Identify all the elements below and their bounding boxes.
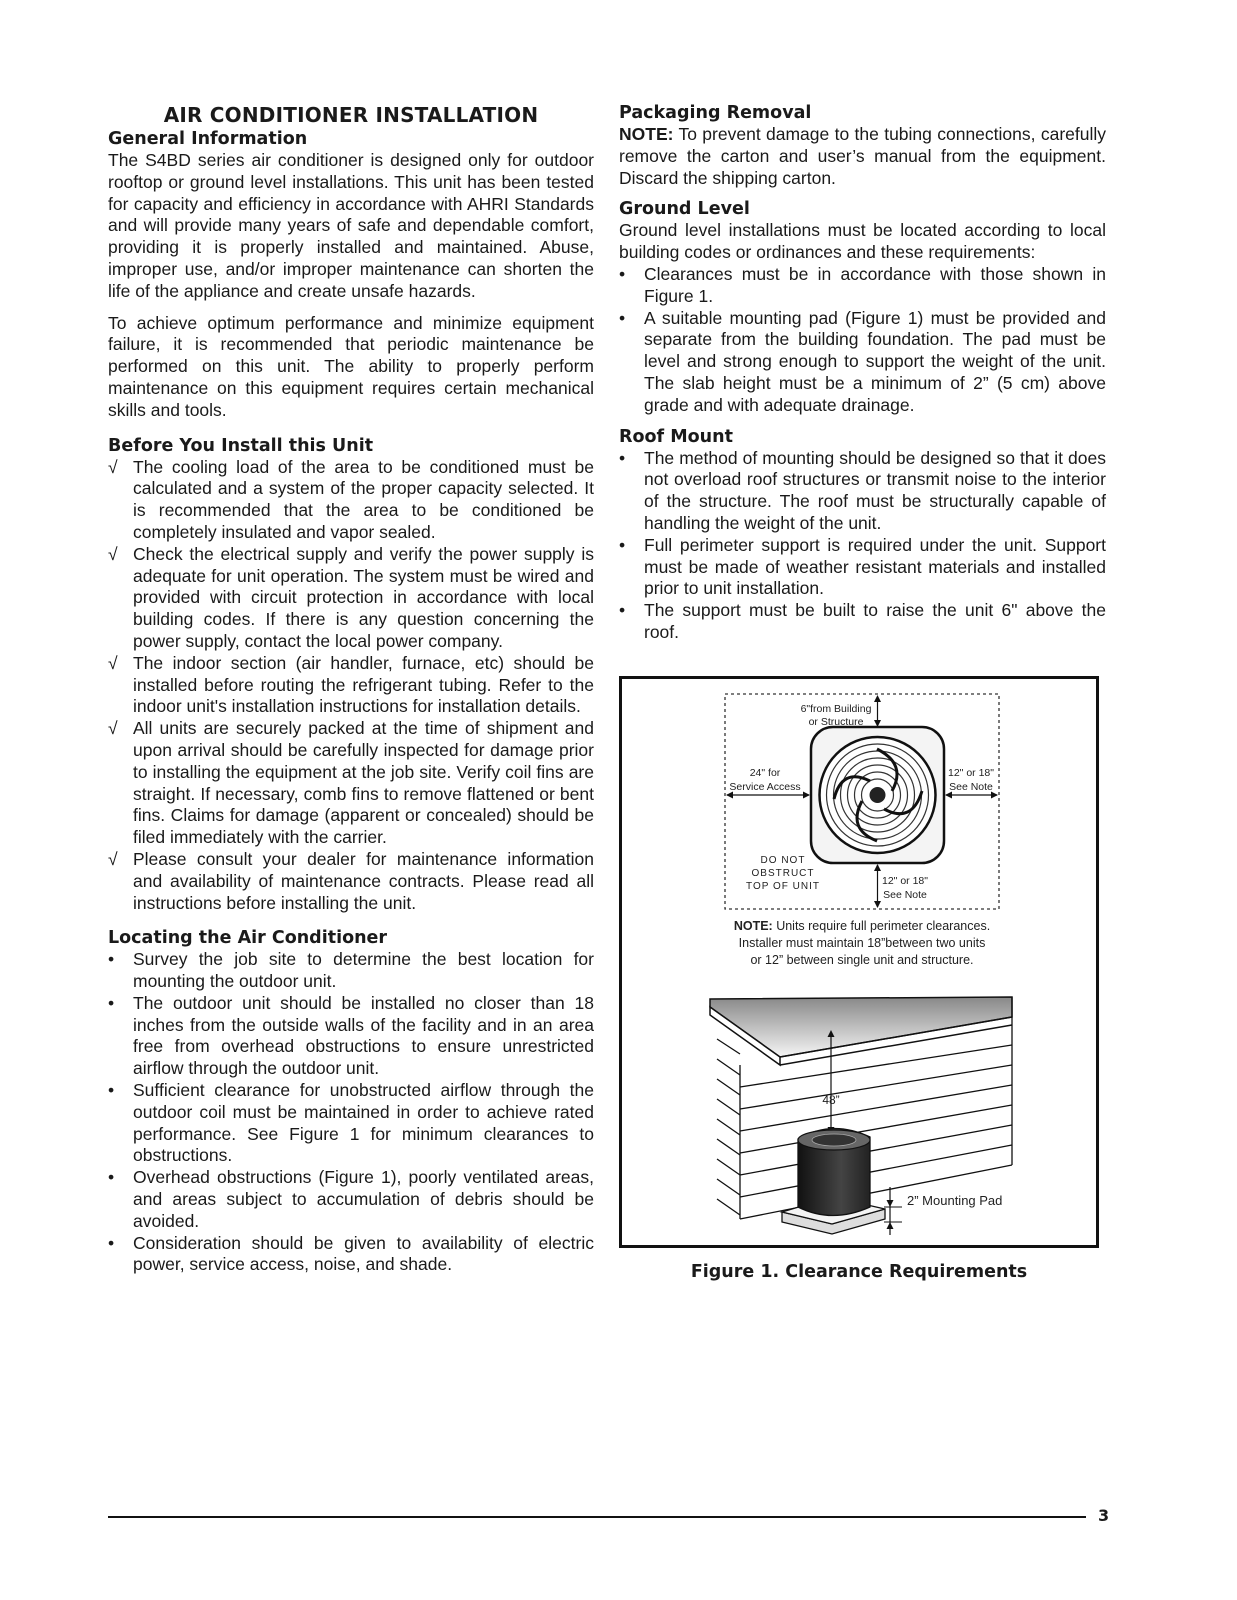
ground-level-intro: Ground level installations must be located according to local building codes or ordinances and these requirements: (619, 220, 1106, 263)
list-item: • Survey the job site to determine the best location for mounting the outdoor unit. (108, 949, 594, 992)
general-info-paragraph-2: To achieve optimum performance and minimize equipment failure, it is recommended that periodic maintenance be performed on this unit. The ability to properly perform maintenance on this equipment requires certain mechanical skills and tools. (108, 312, 594, 420)
list-item: • Full perimeter support is required under the unit. Support must be made of weather resistant materials and installed prior to unit installation. (619, 534, 1106, 599)
bullet-icon: • (108, 1167, 115, 1188)
general-info-heading: General Information (108, 129, 308, 149)
bullet-icon: • (619, 447, 626, 468)
do-not-obstruct-label-3: TOP OF UNIT (746, 881, 820, 892)
bullet-icon: • (619, 263, 626, 284)
right-column (619, 103, 1106, 644)
check-mark-icon: √ (108, 456, 118, 477)
list-item: • The method of mounting should be designed so that it does not overload roof structures or transmit noise to the interior of the structure. The roof must be structurally capable of handling the weight of the unit. (619, 447, 1106, 533)
figure-note-line-3: or 12” between single unit and structure. (750, 953, 974, 967)
do-not-obstruct-label: DO NOT (760, 855, 806, 866)
list-item: • Consideration should be given to availability of electric power, service access, noise, and shade. (108, 1232, 594, 1275)
checklist-item: √ Check the electrical supply and verify the power supply is adequate for unit operation. The system must be wired and provided with circuit protection in accordance with local building codes. If there is any question concerning the power supply, contact the local power company. (108, 543, 594, 651)
bullet-icon: • (108, 949, 115, 970)
checklist-item: √ The cooling load of the area to be conditioned must be calculated and a system of the proper capacity selected. It is recommended that the area to be conditioned be completely insulated and vapor sealed. (108, 456, 594, 542)
right-clearance-label-2: See Note (949, 781, 993, 793)
packaging-note: NOTE: To prevent damage to the tubing connections, carefully remove the carton and user’s manual from the equipment. Discard the shipping carton. (619, 124, 1106, 188)
fan-hub (870, 787, 886, 803)
list-item: • Overhead obstructions (Figure 1), poorly ventilated areas, and areas subject to accumulation of debris should be avoided. (108, 1167, 594, 1231)
clearance-figure (619, 676, 1099, 1248)
ground-level-list (619, 264, 1106, 417)
list-item: • The support must be built to raise the unit 6" above the roof. (619, 600, 1106, 642)
check-mark-icon: √ (108, 718, 118, 739)
check-mark-icon: √ (108, 652, 118, 673)
bullet-icon: • (619, 534, 626, 555)
list-item: • The outdoor unit should be installed no closer than 18 inches from the outside walls of the facility and in an area free from overhead obstructions to ensure unrestricted airflow through the outdoor unit. (108, 992, 594, 1079)
checklist-item: √ All units are securely packed at the time of shipment and upon arrival should be carefully inspected for damage prior to installing the equipment at the job site. Verify coil fins are straight. If necessary, comb fins to remove flattened or bent fins. Claims for damage (apparent or concealed) should be filed immediately with the carrier. (108, 718, 594, 848)
page-title: AIR CONDITIONER INSTALLATION (163, 103, 539, 127)
figure-caption: Figure 1. Clearance Requirements (690, 1262, 1028, 1282)
bottom-clearance-label-2: See Note (883, 889, 927, 901)
roof-mount-heading: Roof Mount (619, 426, 733, 447)
footer-rule (108, 1516, 1086, 1518)
bullet-icon: • (108, 1080, 115, 1101)
general-info-paragraph-1: The S4BD series air conditioner is designed only for outdoor rooftop or ground level installations. This unit has been tested for capacity and efficiency in accordance with AHRI Standards and will provide many years of safe and dependable comfort, providing it is properly installed and maintained. Abuse, improper use, and/or improper maintenance can shorten the life of the appliance and create unsafe hazards. (108, 150, 594, 301)
figure-note-line-1: NOTE: Units require full perimeter clearances. (733, 919, 991, 933)
roof-mount-list (619, 448, 1106, 644)
right-clearance-label: 12" or 18" (948, 767, 994, 779)
left-clearance-label: 24" for (749, 767, 781, 779)
locating-list (108, 949, 594, 1276)
top-clearance-label-2: or Structure (808, 716, 864, 728)
packaging-heading: Packaging Removal (619, 103, 812, 123)
mounting-pad-label: 2” Mounting Pad (907, 1193, 1003, 1208)
left-clearance-label-2: Service Access (729, 781, 801, 793)
page-number: 3 (1098, 1506, 1110, 1525)
left-column (108, 103, 594, 1276)
checklist-item: √ Please consult your dealer for maintenance information and availability of maintenance contracts. Please read all instructions before installing the unit. (108, 848, 594, 913)
list-item: • Clearances must be in accordance with those shown in Figure 1. (619, 263, 1106, 306)
ground-level-heading: Ground Level (619, 199, 750, 220)
bullet-icon: • (108, 1232, 115, 1253)
bottom-clearance-label: 12" or 18" (882, 875, 928, 887)
clearance-diagram (622, 679, 1095, 1244)
list-item: • A suitable mounting pad (Figure 1) must be provided and separate from the building foundation. The pad must be level and strong enough to support the weight of the unit. The slab height must be a minimum of 2” (5 cm) above grade and with adequate drainage. (619, 307, 1106, 415)
bullet-icon: • (619, 307, 626, 328)
bullet-icon: • (619, 600, 626, 621)
before-install-checklist (108, 457, 594, 915)
height-label: 48” (822, 1093, 840, 1107)
do-not-obstruct-label-2: OBSTRUCT (751, 868, 815, 879)
note-label: NOTE: (619, 124, 674, 144)
bullet-icon: • (108, 992, 115, 1013)
list-item: • Sufficient clearance for unobstructed airflow through the outdoor coil must be maintained in order to achieve rated performance. See Figure 1 for minimum clearances to obstructions. (108, 1080, 594, 1166)
check-mark-icon: √ (108, 543, 118, 564)
before-install-heading: Before You Install this Unit (108, 435, 374, 456)
locating-heading: Locating the Air Conditioner (108, 928, 388, 949)
checklist-item: √ The indoor section (air handler, furnace, etc) should be installed before routing the refrigerant tubing. Refer to the indoor unit's installation instructions for installation details. (108, 652, 594, 717)
top-clearance-label: 6"from Building (800, 703, 872, 715)
check-mark-icon: √ (108, 848, 118, 869)
figure-note-line-2: Installer must maintain 18”between two units (738, 936, 986, 950)
